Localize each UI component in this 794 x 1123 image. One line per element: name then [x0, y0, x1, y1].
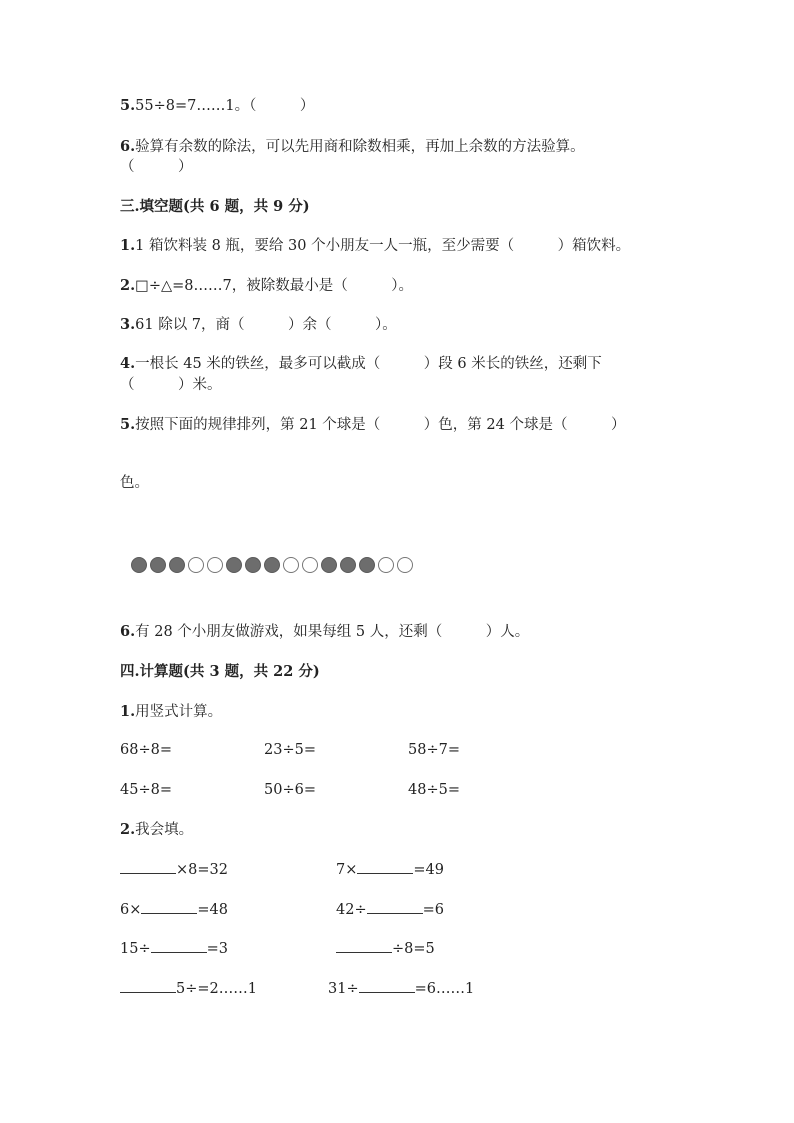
ball-sequence — [131, 557, 413, 573]
judge-question-6-cont — [120, 157, 193, 177]
answer-line — [120, 978, 176, 993]
calc-item: 48÷5= — [408, 782, 460, 798]
expr-prefix: 6× — [120, 902, 142, 918]
question-text: 按照下面的规律排列，第 21 个球是（ ）色，第 24 个球是（ ） — [135, 417, 626, 433]
calc-item: 23÷5= — [264, 742, 316, 758]
answer-line — [357, 859, 413, 874]
question-text: □÷△=8……7，被除数最小是（ ）。 — [135, 278, 413, 294]
dark-ball — [340, 557, 356, 573]
white-ball — [188, 557, 204, 573]
question-text: 用竖式计算。 — [135, 704, 223, 720]
judge-question-5 — [120, 96, 314, 116]
expr-suffix: =6……1 — [414, 981, 475, 997]
question-number: 5. — [120, 97, 136, 114]
expr-prefix: 7× — [336, 862, 358, 878]
dark-ball — [245, 557, 261, 573]
question-text: 1 箱饮料装 8 瓶，要给 30 个小朋友一人一瓶，至少需要（ ）箱饮料。 — [135, 238, 631, 254]
expr-suffix: ÷8=5 — [392, 941, 435, 957]
calc-item: 50÷6= — [264, 782, 316, 798]
fill-question-3 — [120, 315, 397, 335]
fill-question-2 — [120, 276, 413, 296]
calc-question-2 — [120, 820, 193, 840]
dark-ball — [150, 557, 166, 573]
calc-question-1 — [120, 702, 222, 722]
white-ball — [378, 557, 394, 573]
calc-item: 58÷7= — [408, 742, 460, 758]
white-ball — [207, 557, 223, 573]
question-number: 5. — [120, 416, 136, 433]
question-text: 61 除以 7，商（ ）余（ ）。 — [135, 317, 397, 333]
question-number: 1. — [120, 703, 136, 720]
fill-question-6 — [120, 622, 529, 642]
answer-line — [367, 899, 423, 914]
question-number: 6. — [120, 623, 136, 640]
section-heading-fill: 三.填空题(共 6 题，共 9 分) — [120, 198, 310, 215]
fill-row-left — [120, 899, 228, 920]
expr-suffix: =48 — [197, 902, 228, 918]
fill-question-5-cont: 色。 — [120, 475, 149, 491]
question-text: 55÷8=7……1。（ ） — [135, 98, 315, 114]
answer-blank: （ ） — [120, 159, 193, 175]
fill-question-5 — [120, 415, 625, 435]
dark-ball — [359, 557, 375, 573]
expr-suffix: =6 — [422, 902, 444, 918]
white-ball — [397, 557, 413, 573]
question-text: 有 28 个小朋友做游戏，如果每组 5 人，还剩（ ）人。 — [135, 624, 530, 640]
question-number: 2. — [120, 821, 136, 838]
fill-row-left — [120, 859, 228, 880]
answer-line — [151, 938, 207, 953]
dark-ball — [226, 557, 242, 573]
dark-ball — [264, 557, 280, 573]
expr-suffix: =3 — [206, 941, 228, 957]
question-text: 我会填。 — [135, 822, 194, 838]
calc-item: 45÷8= — [120, 782, 172, 798]
question-text: 一根长 45 米的铁丝，最多可以截成（ ）段 6 米长的铁丝，还剩下 — [135, 356, 602, 372]
expr-prefix: 42÷ — [336, 902, 367, 918]
question-number: 3. — [120, 316, 136, 333]
fill-row-right — [328, 978, 474, 999]
question-number: 2. — [120, 277, 136, 294]
fill-row-right — [336, 938, 435, 959]
question-number: 4. — [120, 355, 136, 372]
fill-question-4 — [120, 354, 602, 374]
fill-row-left — [120, 978, 257, 999]
fill-row-right — [336, 859, 444, 880]
question-number: 6. — [120, 138, 136, 155]
expr-prefix: 15÷ — [120, 941, 151, 957]
question-number: 1. — [120, 237, 136, 254]
answer-line — [120, 859, 176, 874]
fill-question-4-cont: （ ）米。 — [120, 377, 222, 393]
expr-prefix: 31÷ — [328, 981, 359, 997]
expr-suffix: =49 — [413, 862, 444, 878]
calc-item: 68÷8= — [120, 742, 172, 758]
answer-line — [336, 938, 392, 953]
fill-question-1 — [120, 236, 630, 256]
fill-row-left — [120, 938, 228, 959]
answer-line — [359, 978, 415, 993]
expr-suffix: ×8=32 — [176, 862, 228, 878]
dark-ball — [169, 557, 185, 573]
white-ball — [302, 557, 318, 573]
dark-ball — [131, 557, 147, 573]
question-text: 验算有余数的除法，可以先用商和除数相乘，再加上余数的方法验算。 — [135, 139, 585, 155]
dark-ball — [321, 557, 337, 573]
expr-suffix: 5÷=2……1 — [176, 981, 257, 997]
white-ball — [283, 557, 299, 573]
answer-line — [141, 899, 197, 914]
judge-question-6 — [120, 137, 585, 157]
fill-row-right — [336, 899, 444, 920]
section-heading-calc: 四.计算题(共 3 题，共 22 分) — [120, 663, 320, 680]
